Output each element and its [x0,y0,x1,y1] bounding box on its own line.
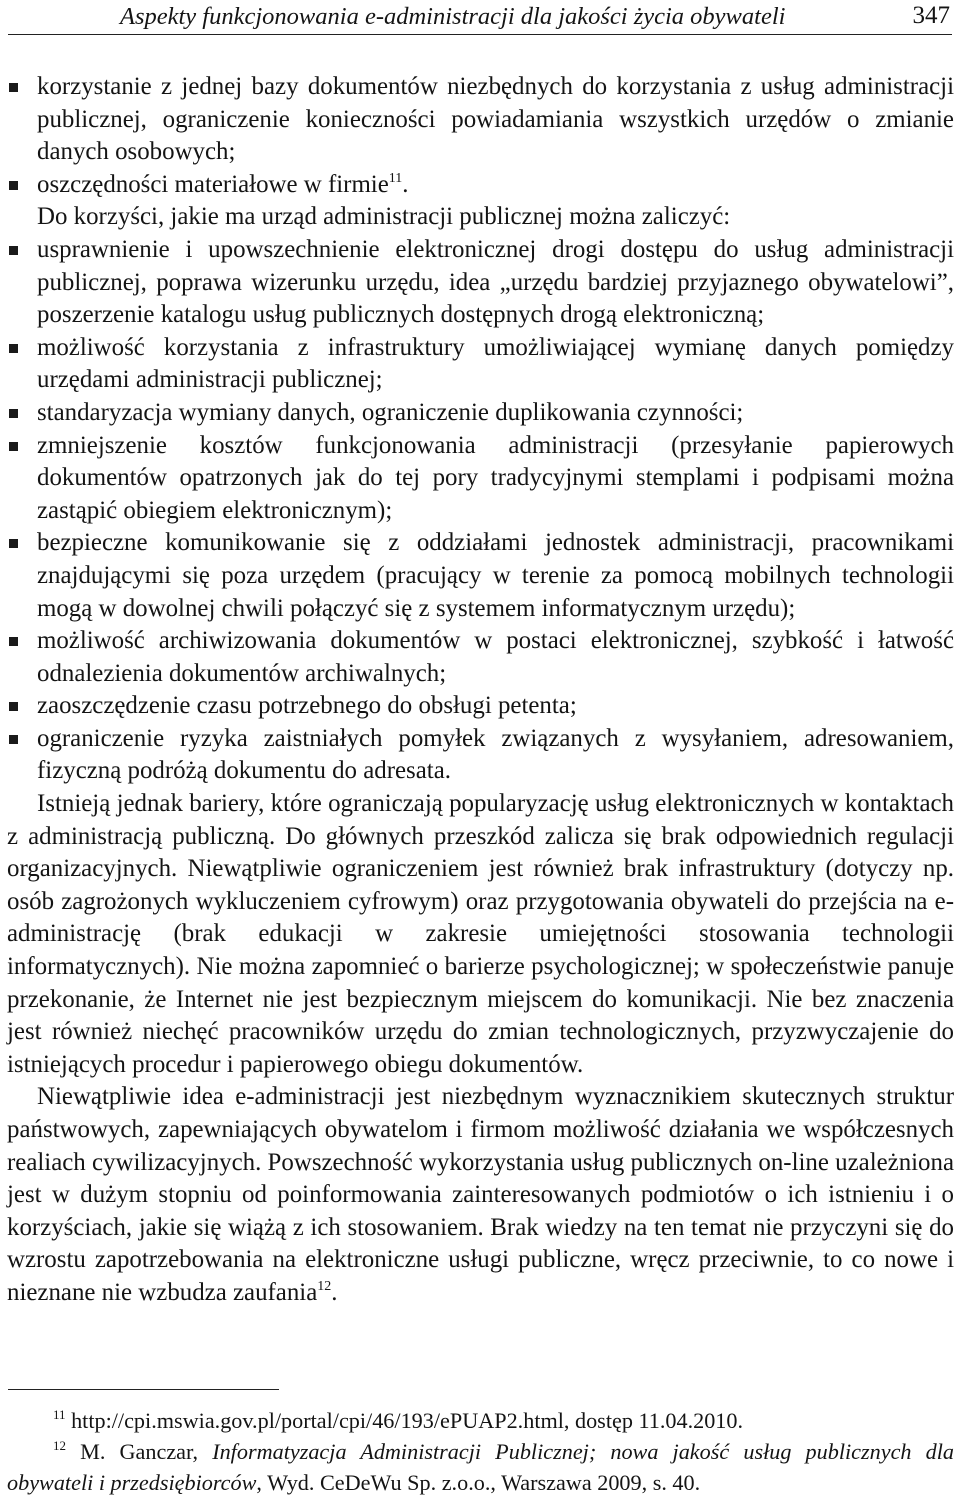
list-item: możliwość korzystania z infrastruktury umożliwiającej wymianę danych pomiędzy urzędami administracji publicznej; [7,332,954,397]
conclusion-paragraph: Niewątpliwie idea e-administracji jest niezbędnym wyznacznikiem skutecznych struktur państwowych, zapewniających obywatelom i firmom możliwość działania we współczesnych realiach cywilizacyjnych. Powszechność wykorzystania usług publicznych on-line uzależniona jest w dużym stopniu od poinformowania zainteresowanych podmiotów o ich istnieniu i o korzyściach, jakie się wiążą z ich stosowaniem. Brak wiedzy na ten temat nie przyczyni się do wzrostu zapotrzebowania na elektroniczne usługi publiczne, wręcz przeciwnie, to co nowe i nieznane nie wzbudza zaufania$^{12}$. [7,1083,954,1306]
footnote-link[interactable]: http://cpi.mswia.gov.pl/portal/cpi/46/193/ePUAP2.html, dostęp 11.04.2010. [71,1408,744,1433]
page-number: 347 [912,2,950,29]
list-item: możliwość archiwizowania dokumentów w postaci elektronicznej, szybkość i łatwość odnalezienia dokumentów archiwalnych; [7,625,954,690]
footnote-11: $^{11}$ http://cpi.mswia.gov.pl/portal/cpi/46/193/ePUAP2.html, dostęp 11.04.2010. [53,1407,744,1433]
footnote-ref-12: 12 [317,1278,332,1294]
list-item: zaoszczędzenie czasu potrzebnego do obsługi petenta; [7,690,954,723]
barriers-paragraph: Istnieją jednak bariery, które ograniczają popularyzację usług elektronicznych w kontaktach z administracją publiczną. Do głównych przeszkód zalicza się brak odpowiednich regulacji organizacyjnych. Niewątpliwie ograniczeniem jest również brak infrastruktury (dotyczy np. osób zagrożonych wykluczeniem cyfrowym) oraz przygotowania obywateli do przejścia na e-administrację (brak edukacji w zakresie umiejętności stosowania technologii informatycznych). Nie można zapomnieć o barierze psychologicznej; w społeczeństwie panuje przekonanie, że Internet nie jest bezpiecznym miejscem do komunikacji. Nie bez znaczenia jest również niechęć pracowników urzędu do zmian technologicznych, przyzwyczajenie do istniejących procedur i papierowego obiegu dokumentów. [7,790,954,1078]
list-item: zmniejszenie kosztów funkcjonowania administracji (przesyłanie papierowych dokumentów opatrzonych jak do tej pory tradycyjnymi stemplami i podpisami można zastąpić obiegiem elektronicznym); [7,430,954,528]
footnotes [7,1405,954,1498]
footnote-ref-11: 11 [388,170,403,186]
list-item: korzystanie z jednej bazy dokumentów niezbędnych do korzystania z usług administracji publicznej, ograniczenie konieczności powiadamiania wszystkich urzędów o zmianie danych osobowych; [7,71,954,169]
benefits-list-citizens [7,71,954,201]
footnote-12: $^{12}$ M. Ganczar, Informatyzacja Administracji Publicznej; nowa jakość usług publicznych dla obywateli i przedsiębiorców, Wyd. CeDeWu Sp. z.o.o., Warszawa 2009, s. 40. [7,1438,954,1495]
intro-paragraph: Do korzyści, jakie ma urząd administracji publicznej można zaliczyć: [37,203,731,231]
list-item: standaryzacja wymiany danych, ograniczenie duplikowania czynności; [7,397,954,430]
benefits-list-office [7,234,954,788]
list-item: ograniczenie ryzyka zaistniałych pomyłek związanych z wysyłaniem, adresowaniem, fizyczną podróżą dokumentu do adresata. [7,723,954,788]
list-item: oszczędności materiałowe w firmie$^{11}$. [7,169,954,202]
list-item: bezpieczne komunikowanie się z oddziałami jednostek administracji, pracownikami znajdującymi się poza urzędem (pracujący w terenie za pomocą mobilnych technologii mogą w dowolnej chwili połączyć się z systemem informatycznym urzędu); [7,527,954,625]
list-item: usprawnienie i upowszechnienie elektronicznej drogi dostępu do usług administracji publicznej, poprawa wizerunku urzędu, idea „urzędu bardziej przyjaznego obywatelowi”, poszerzenie katalogu usług publicznych dostępnych drogą elektroniczną; [7,234,954,332]
cited-book-title: Informatyzacja Administracji Publicznej; nowa jakość usług publicznych dla obywateli i przedsiębiorców [7,1439,954,1495]
running-title: Aspekty funkcjonowania e-administracji dla jakości życia obywateli [120,3,786,30]
page-header [8,0,952,35]
footnote-divider [8,1389,279,1390]
main-text [7,71,954,1310]
